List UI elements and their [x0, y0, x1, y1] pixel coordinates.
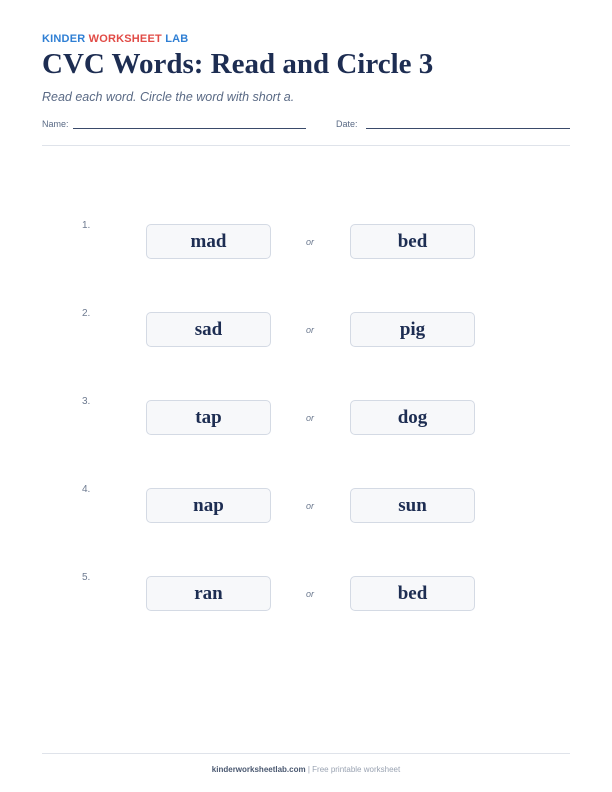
header-divider: [42, 145, 570, 146]
word-choice-b[interactable]: dog: [350, 400, 475, 435]
question-number: 3.: [82, 396, 91, 407]
date-field-line[interactable]: [366, 128, 570, 129]
date-label: Date:: [336, 119, 358, 129]
or-separator: or: [305, 237, 314, 247]
question-number: 1.: [82, 220, 91, 231]
brand-logo: [42, 33, 188, 45]
or-separator: or: [305, 413, 314, 423]
question-number: 2.: [82, 308, 91, 319]
word-choice-a[interactable]: sad: [146, 312, 271, 347]
or-separator: or: [305, 501, 314, 511]
footer: [0, 765, 612, 774]
word-choice-a[interactable]: tap: [146, 400, 271, 435]
or-separator: or: [305, 325, 314, 335]
brand-lab: LAB: [161, 33, 189, 45]
word-choice-a[interactable]: mad: [146, 224, 271, 259]
footer-domain: kinderworksheetlab.com: [211, 765, 306, 774]
footer-tagline: Free printable worksheet: [312, 765, 401, 774]
brand-kinder: KINDER: [42, 33, 89, 45]
footer-separator: |: [305, 765, 313, 774]
name-field-line[interactable]: [73, 128, 306, 129]
footer-divider: [42, 753, 570, 754]
question-number: 4.: [82, 484, 91, 495]
brand-worksheet: WORKSHEET: [88, 33, 162, 45]
word-choice-b[interactable]: pig: [350, 312, 475, 347]
word-choice-b[interactable]: sun: [350, 488, 475, 523]
worksheet-title: CVC Words: Read and Circle 3: [42, 48, 434, 80]
worksheet-instructions: Read each word. Circle the word with short a.: [42, 90, 295, 104]
name-label: Name:: [42, 119, 69, 129]
or-separator: or: [305, 589, 314, 599]
word-choice-a[interactable]: ran: [146, 576, 271, 611]
question-number: 5.: [82, 572, 91, 583]
word-choice-a[interactable]: nap: [146, 488, 271, 523]
word-choice-b[interactable]: bed: [350, 224, 475, 259]
word-choice-b[interactable]: bed: [350, 576, 475, 611]
